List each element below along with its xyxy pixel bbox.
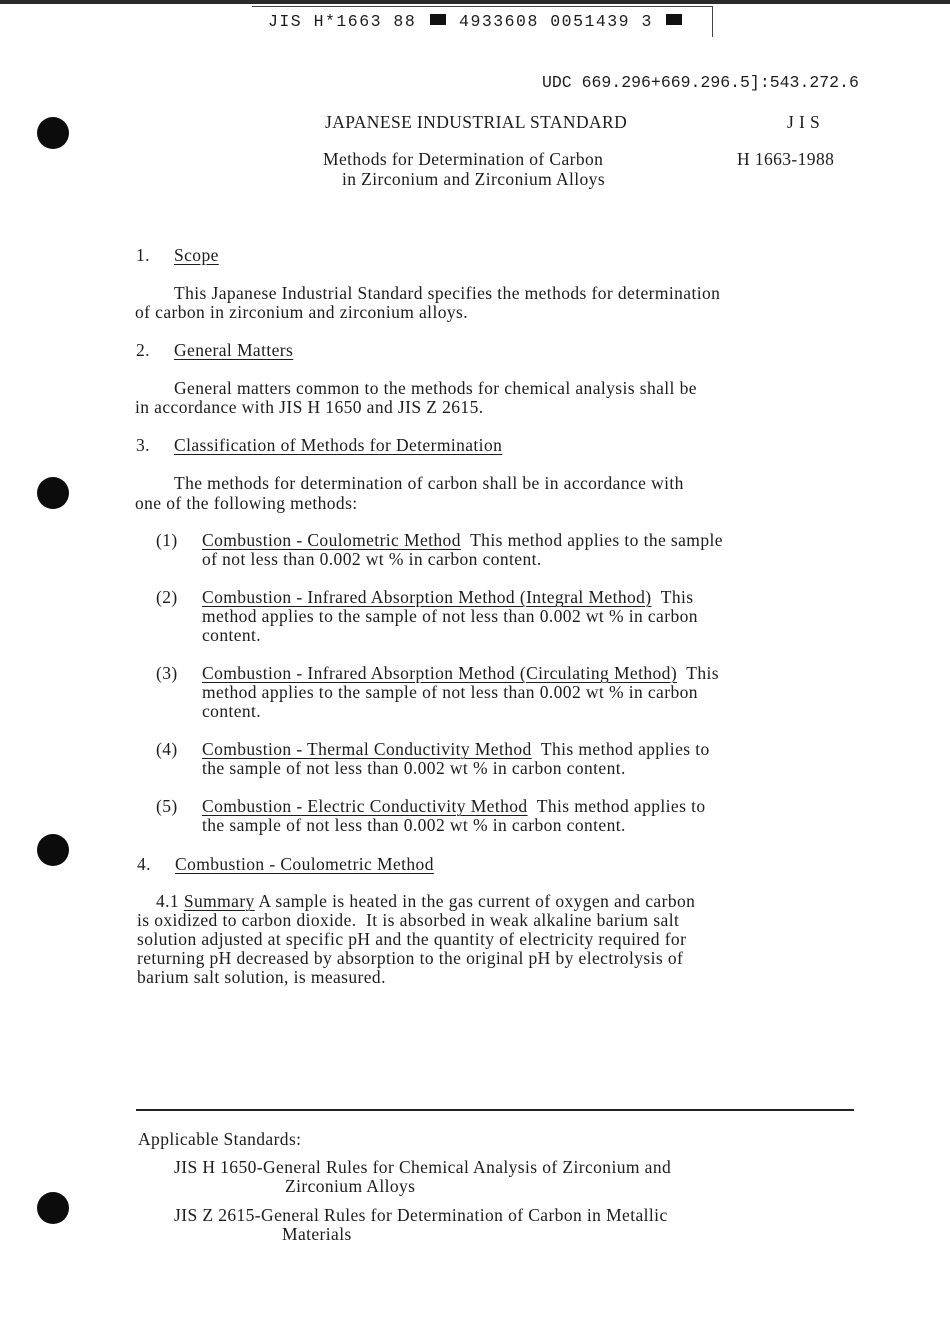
method-3-line2: method applies to the sample of not less than 0.002 wt % in carbon bbox=[202, 682, 698, 702]
subsection-4-1-line5: barium salt solution, is measured. bbox=[137, 967, 386, 987]
punch-hole bbox=[37, 1192, 69, 1224]
method-5-description-start: This method applies to bbox=[527, 796, 706, 816]
section-3-text-line2: one of the following methods: bbox=[135, 493, 358, 513]
section-1-number: 1. bbox=[136, 245, 150, 265]
method-2-number: (2) bbox=[156, 587, 178, 607]
method-5-line2: the sample of not less than 0.002 wt % in carbon content. bbox=[202, 815, 626, 835]
standard-number: H 1663-1988 bbox=[737, 149, 835, 169]
punch-hole bbox=[37, 477, 69, 509]
subsection-4-1-title: Summary bbox=[183, 891, 255, 911]
method-3-description-start: This bbox=[677, 663, 719, 683]
jis-label: J I S bbox=[787, 112, 821, 132]
section-4-title: Combustion - Coulometric Method bbox=[175, 854, 434, 874]
method-2-description-start: This bbox=[651, 587, 694, 607]
method-5-number: (5) bbox=[156, 796, 178, 816]
method-5-title: Combustion - Electric Conductivity Method bbox=[202, 796, 528, 816]
section-1-text-line1: This Japanese Industrial Standard specifies the methods for determination bbox=[174, 283, 721, 303]
method-3-line3: content. bbox=[202, 701, 262, 721]
method-1-title: Combustion - Coulometric Method bbox=[202, 530, 461, 550]
section-2-text-line1: General matters common to the methods for chemical analysis shall be bbox=[174, 378, 697, 398]
black-block-mark bbox=[430, 14, 446, 25]
catalog-code-part1: JIS H*1663 88 bbox=[268, 12, 417, 31]
section-3-number: 3. bbox=[136, 435, 150, 455]
section-2-title: General Matters bbox=[174, 340, 294, 360]
applicable-standards-heading: Applicable Standards: bbox=[138, 1129, 302, 1149]
footnote-divider bbox=[136, 1109, 854, 1111]
section-2-text-line2: in accordance with JIS H 1650 and JIS Z 2615. bbox=[135, 397, 484, 417]
method-3-number: (3) bbox=[156, 663, 178, 683]
section-1-text-line2: of carbon in zirconium and zirconium alloys. bbox=[135, 302, 468, 322]
method-3-title: Combustion - Infrared Absorption Method (Circulating Method) bbox=[202, 663, 678, 683]
punch-hole bbox=[37, 834, 69, 866]
method-1-line1 bbox=[202, 531, 723, 550]
section-3-title: Classification of Methods for Determination bbox=[174, 435, 503, 455]
method-2-line1 bbox=[202, 588, 693, 607]
applicable-standard-1-line2: Zirconium Alloys bbox=[285, 1176, 416, 1196]
section-1-title: Scope bbox=[174, 245, 219, 265]
subsection-4-1-line4: returning pH decreased by absorption to the original pH by electrolysis of bbox=[137, 948, 684, 968]
subsection-4-1-line3: solution adjusted at specific pH and the quantity of electricity required for bbox=[137, 929, 687, 949]
method-1-line2: of not less than 0.002 wt % in carbon content. bbox=[202, 549, 542, 569]
applicable-standard-1-line1: JIS H 1650-General Rules for Chemical Analysis of Zirconium and bbox=[174, 1157, 672, 1177]
subsection-4-1-number: 4.1 bbox=[156, 891, 180, 911]
method-1-description-start: This method applies to the sample bbox=[460, 530, 723, 550]
method-2-line2: method applies to the sample of not less than 0.002 wt % in carbon bbox=[202, 606, 698, 626]
method-4-line2: the sample of not less than 0.002 wt % in carbon content. bbox=[202, 758, 626, 778]
udc-code: UDC 669.296+669.296.5]:543.272.6 bbox=[542, 73, 859, 92]
catalog-code-line bbox=[268, 12, 684, 31]
method-4-line1 bbox=[202, 740, 710, 759]
subsection-4-1-line1 bbox=[156, 892, 695, 911]
section-2-number: 2. bbox=[136, 340, 150, 360]
catalog-code-part2: 4933608 0051439 3 bbox=[459, 12, 653, 31]
standard-name: JAPANESE INDUSTRIAL STANDARD bbox=[325, 112, 628, 132]
method-3-line1 bbox=[202, 664, 719, 683]
top-edge-bar bbox=[0, 0, 950, 4]
section-3-text-line1: The methods for determination of carbon shall be in accordance with bbox=[174, 473, 684, 493]
document-title-line2: in Zirconium and Zirconium Alloys bbox=[342, 169, 606, 189]
section-4-number: 4. bbox=[137, 854, 151, 874]
subsection-4-1-line2: is oxidized to carbon dioxide. It is absorbed in weak alkaline barium salt bbox=[137, 910, 680, 930]
black-block-mark bbox=[666, 14, 682, 25]
method-4-title: Combustion - Thermal Conductivity Method bbox=[202, 739, 532, 759]
subsection-4-1-text-start: A sample is heated in the gas current of oxygen and carbon bbox=[254, 891, 696, 911]
punch-hole bbox=[37, 117, 69, 149]
method-4-number: (4) bbox=[156, 739, 178, 759]
applicable-standard-2-line1: JIS Z 2615-General Rules for Determination of Carbon in Metallic bbox=[174, 1205, 668, 1225]
method-4-description-start: This method applies to bbox=[531, 739, 710, 759]
document-title-line1: Methods for Determination of Carbon bbox=[323, 149, 604, 169]
applicable-standard-2-line2: Materials bbox=[282, 1224, 352, 1244]
method-2-title: Combustion - Infrared Absorption Method (Integral Method) bbox=[202, 587, 652, 607]
method-2-line3: content. bbox=[202, 625, 262, 645]
method-5-line1 bbox=[202, 797, 705, 816]
method-1-number: (1) bbox=[156, 530, 178, 550]
